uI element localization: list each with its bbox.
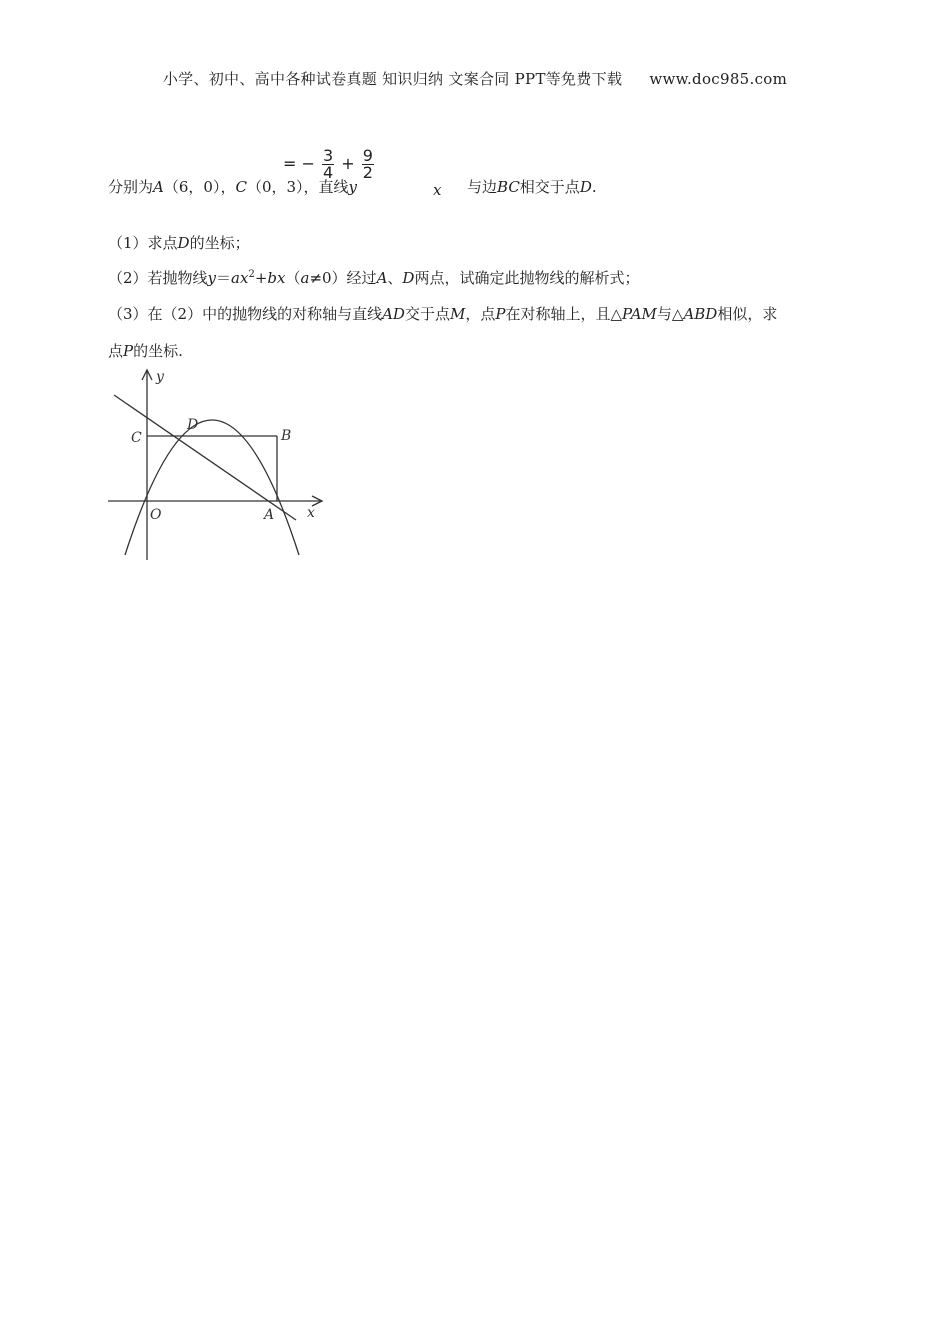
question-1: （1）求点D的坐标； xyxy=(108,234,250,252)
label-a: A xyxy=(264,507,275,523)
question-3: （3）在（2）中的抛物线的对称轴与直线AD交于点M，点P在对称轴上，且△PAM与△ABD相似，求 xyxy=(108,305,778,323)
header-text: 小学、初中、高中各种试卷真题 知识归纳 文案合同 PPT等免费下载 xyxy=(162,70,623,88)
eq-sign: = − xyxy=(283,154,315,173)
coord-a: （6，0）， xyxy=(163,178,236,196)
intro-text-3: 相交于点 xyxy=(519,178,580,196)
label-b: B xyxy=(281,428,292,444)
label-y: y xyxy=(156,369,164,385)
line-var-x: x xyxy=(433,181,442,199)
line-var-x-wrap xyxy=(433,181,441,199)
page-header xyxy=(0,68,950,89)
coord-c: （0，3），直线 xyxy=(246,178,349,196)
intro-text-1: 分别为 xyxy=(108,178,154,196)
line-equation xyxy=(283,148,376,181)
label-o: O xyxy=(150,507,162,523)
label-x: x xyxy=(307,505,315,521)
question-3-line2: 点P的坐标. xyxy=(108,342,183,360)
geometry-figure xyxy=(100,365,330,565)
segment-bc: BC xyxy=(497,178,520,196)
fraction-3-4: $\frac{3}{4}$ xyxy=(323,146,334,182)
label-d: D xyxy=(187,417,199,433)
point-a: A xyxy=(153,178,164,196)
intro-text-2: 与边 xyxy=(467,178,498,196)
eq-plus: + xyxy=(341,154,355,173)
parabola xyxy=(125,420,299,555)
problem-intro-end xyxy=(467,176,597,197)
label-c: C xyxy=(131,430,142,446)
intro-period: . xyxy=(591,178,597,196)
question-2: （2）若抛物线$y=ax^2+bx(a\ne 0)$经过A、D两点，试确定此抛物线的解析式； xyxy=(108,269,640,287)
point-c: C xyxy=(235,178,247,196)
fraction-9-2: $\frac{9}{2}$ xyxy=(362,146,373,182)
header-site: www.doc985.com xyxy=(649,70,788,88)
point-d: D xyxy=(579,178,592,196)
line-var-y: y xyxy=(348,178,358,196)
